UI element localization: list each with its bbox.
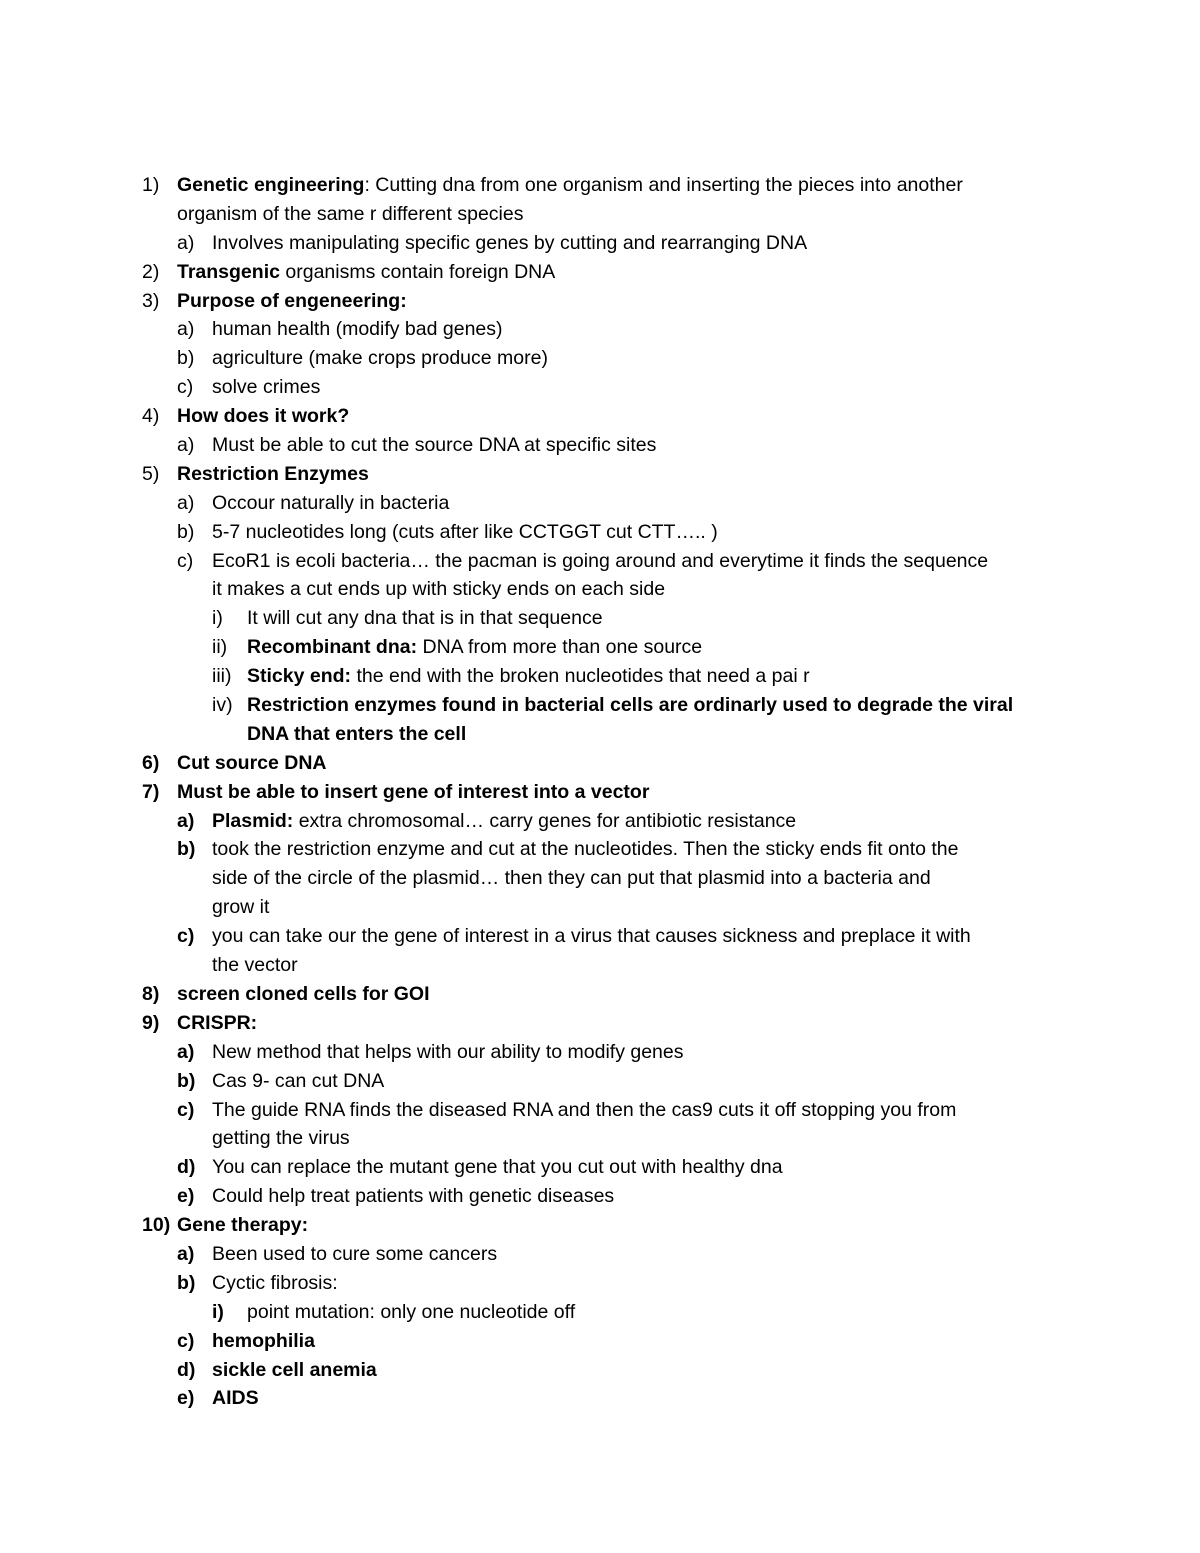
bold-term: Cut source DNA [177,751,327,774]
list-text [212,893,269,922]
list-marker: e) [177,1387,195,1410]
list-item [0,1384,1200,1413]
body-text: the vector [212,954,298,977]
list-text [212,344,548,373]
list-text [212,922,971,951]
list-text [212,518,718,547]
list-marker: d) [177,1358,196,1381]
bold-term: DNA that enters the cell [247,722,467,745]
list-text [212,835,958,864]
list-item-continuation [0,1124,1200,1153]
list-text [247,633,702,662]
list-marker: 4) [142,405,160,428]
list-marker: 9) [142,1011,160,1034]
list-text [212,951,298,980]
list-item-continuation [0,200,1200,229]
list-marker: b) [177,520,195,543]
list-marker: a) [177,434,195,457]
list-item [0,749,1200,778]
body-text: grow it [212,896,270,919]
body-text: : Cutting dna from one organism and inserting the pieces into another [364,174,963,196]
list-text [212,1356,377,1385]
list-marker: b) [177,347,195,370]
list-item [0,633,1200,662]
list-item [0,547,1200,576]
bold-term: hemophilia [212,1329,315,1352]
list-marker: 3) [142,289,160,312]
body-text: You can replace the mutant gene that you cut out with healthy dna [212,1156,783,1179]
list-text [212,1038,684,1067]
list-text [177,258,555,287]
list-item [0,518,1200,547]
list-item [0,287,1200,316]
list-marker: iii) [212,665,232,688]
list-item [0,1067,1200,1096]
body-text: getting the virus [212,1127,350,1150]
list-text [177,402,349,431]
list-marker: iv) [212,694,233,717]
list-item [0,922,1200,951]
bold-term: Gene therapy: [177,1214,309,1237]
bold-term: CRISPR: [177,1011,258,1034]
list-item [0,778,1200,807]
list-item [0,1298,1200,1327]
list-item [0,1096,1200,1125]
body-text: Must be able to cut the source DNA at specific sites [212,434,657,457]
list-item [0,835,1200,864]
bold-term: Plasmid: [212,809,294,832]
list-text [212,864,931,893]
body-text: organism of the same r different species [177,202,524,225]
list-item [0,402,1200,431]
list-marker: d) [177,1156,196,1179]
list-item [0,344,1200,373]
list-item [0,229,1200,258]
bold-term: How does it work? [177,405,350,428]
list-item [0,604,1200,633]
body-text: Could help treat patients with genetic diseases [212,1185,615,1208]
list-marker: 5) [142,462,160,485]
list-text [247,691,1013,720]
body-text: you can take our the gene of interest in a virus that causes sickness and preplace it with [212,925,971,948]
list-marker: c) [177,376,194,399]
list-marker: ii) [212,636,228,659]
body-text: point mutation: only one nucleotide off [247,1300,576,1323]
list-marker: a) [177,318,195,341]
bold-term: sickle cell anemia [212,1358,377,1381]
list-text [212,1096,956,1125]
list-item [0,1038,1200,1067]
list-text [212,1240,497,1269]
list-marker: 10) [142,1214,171,1237]
list-item [0,1009,1200,1038]
body-text: Occour naturally in bacteria [212,491,450,514]
list-marker: 7) [142,780,160,803]
body-text: New method that helps with our ability to modify genes [212,1040,684,1063]
body-text: EcoR1 is ecoli bacteria… the pacman is going around and everytime it finds the sequence [212,549,989,572]
list-text [212,489,449,518]
list-marker: b) [177,1271,196,1294]
list-marker: 6) [142,751,160,774]
body-text: Cyctic fibrosis: [212,1271,338,1294]
list-marker: 1) [142,174,160,196]
body-text: Cas 9- can cut DNA [212,1069,385,1092]
list-marker: i) [212,607,223,630]
list-text [247,604,603,633]
list-marker: a) [177,491,195,514]
list-text [177,460,369,489]
bold-term: Purpose of engeneering: [177,289,407,312]
list-item [0,1356,1200,1385]
list-marker: c) [177,925,195,948]
bold-term: AIDS [212,1387,259,1410]
bold-term: Genetic engineering [177,174,365,196]
list-item [0,1327,1200,1356]
body-text: Involves manipulating specific genes by cutting and rearranging DNA [212,231,808,254]
list-text [212,431,656,460]
bold-term: Restriction enzymes found in bacterial cells are ordinarly used to degrade the viral [247,694,1014,717]
list-text [247,662,810,691]
list-item [0,431,1200,460]
list-item [0,662,1200,691]
list-item [0,1153,1200,1182]
body-text: took the restriction enzyme and cut at the nucleotides. Then the sticky ends fit onto the [212,838,959,861]
list-item [0,1240,1200,1269]
list-text [177,749,327,778]
list-text [177,1009,257,1038]
list-marker: a) [177,809,195,832]
list-marker: b) [177,838,196,861]
list-text [247,720,466,749]
list-item [0,1211,1200,1240]
list-text [212,1153,783,1182]
body-text: agriculture (make crops produce more) [212,347,548,370]
body-text: It will cut any dna that is in that sequence [247,607,603,630]
list-marker: a) [177,231,195,254]
body-text: Been used to cure some cancers [212,1242,498,1265]
body-text: human health (modify bad genes) [212,318,503,341]
list-text [212,315,503,344]
list-text [177,778,649,807]
body-text: The guide RNA finds the diseased RNA and then the cas9 cuts it off stopping you from [212,1098,957,1121]
list-marker: c) [177,549,194,572]
bold-term: Sticky end: [247,665,352,688]
list-text [247,1298,575,1327]
list-item [0,489,1200,518]
list-text [177,200,523,229]
list-text [177,287,407,316]
list-marker: b) [177,1069,196,1092]
list-text [177,1211,308,1240]
list-item-continuation [0,864,1200,893]
list-item [0,315,1200,344]
list-item [0,1269,1200,1298]
list-marker: a) [177,1242,195,1265]
list-item-continuation [0,951,1200,980]
list-text [212,1384,259,1413]
list-item [0,171,1200,200]
list-marker: e) [177,1185,195,1208]
list-text [212,1124,350,1153]
list-item [0,373,1200,402]
list-text [212,547,988,576]
list-text [212,807,796,836]
body-text: 5-7 nucleotides long (cuts after like CCTGGT cut CTT….. ) [212,520,718,543]
bold-term: Recombinant dna: [247,636,418,659]
bold-term: screen cloned cells for GOI [177,982,430,1005]
body-text: the end with the broken nucleotides that need a pai r [351,665,810,688]
bold-term: Transgenic [177,260,280,283]
list-text [212,229,807,258]
bold-term: Must be able to insert gene of interest into a vector [177,780,650,803]
list-text [212,1269,338,1298]
list-text [212,373,320,402]
list-marker: a) [177,1040,195,1063]
list-item [0,1182,1200,1211]
list-marker: c) [177,1329,195,1352]
list-item [0,691,1200,720]
body-text: it makes a cut ends up with sticky ends on each side [212,578,666,601]
list-item [0,807,1200,836]
list-item-continuation [0,720,1200,749]
list-text [212,575,665,604]
list-item-continuation [0,575,1200,604]
body-text: extra chromosomal… carry genes for antibiotic resistance [293,809,797,832]
list-marker: 8) [142,982,160,1005]
list-text [177,171,963,200]
bold-term: Restriction Enzymes [177,462,369,485]
notes-document [0,171,1200,1413]
list-text [212,1182,614,1211]
list-item [0,460,1200,489]
body-text: DNA from more than one source [417,636,703,659]
list-marker: c) [177,1098,195,1121]
list-marker: i) [212,1300,224,1323]
list-item-continuation [0,893,1200,922]
list-text [177,980,430,1009]
list-text [212,1327,315,1356]
body-text: side of the circle of the plasmid… then they can put that plasmid into a bacteria and [212,867,931,890]
list-item [0,258,1200,287]
list-marker: 2) [142,260,160,283]
body-text: solve crimes [212,376,321,399]
list-item [0,980,1200,1009]
body-text: organisms contain foreign DNA [279,260,556,283]
list-text [212,1067,384,1096]
